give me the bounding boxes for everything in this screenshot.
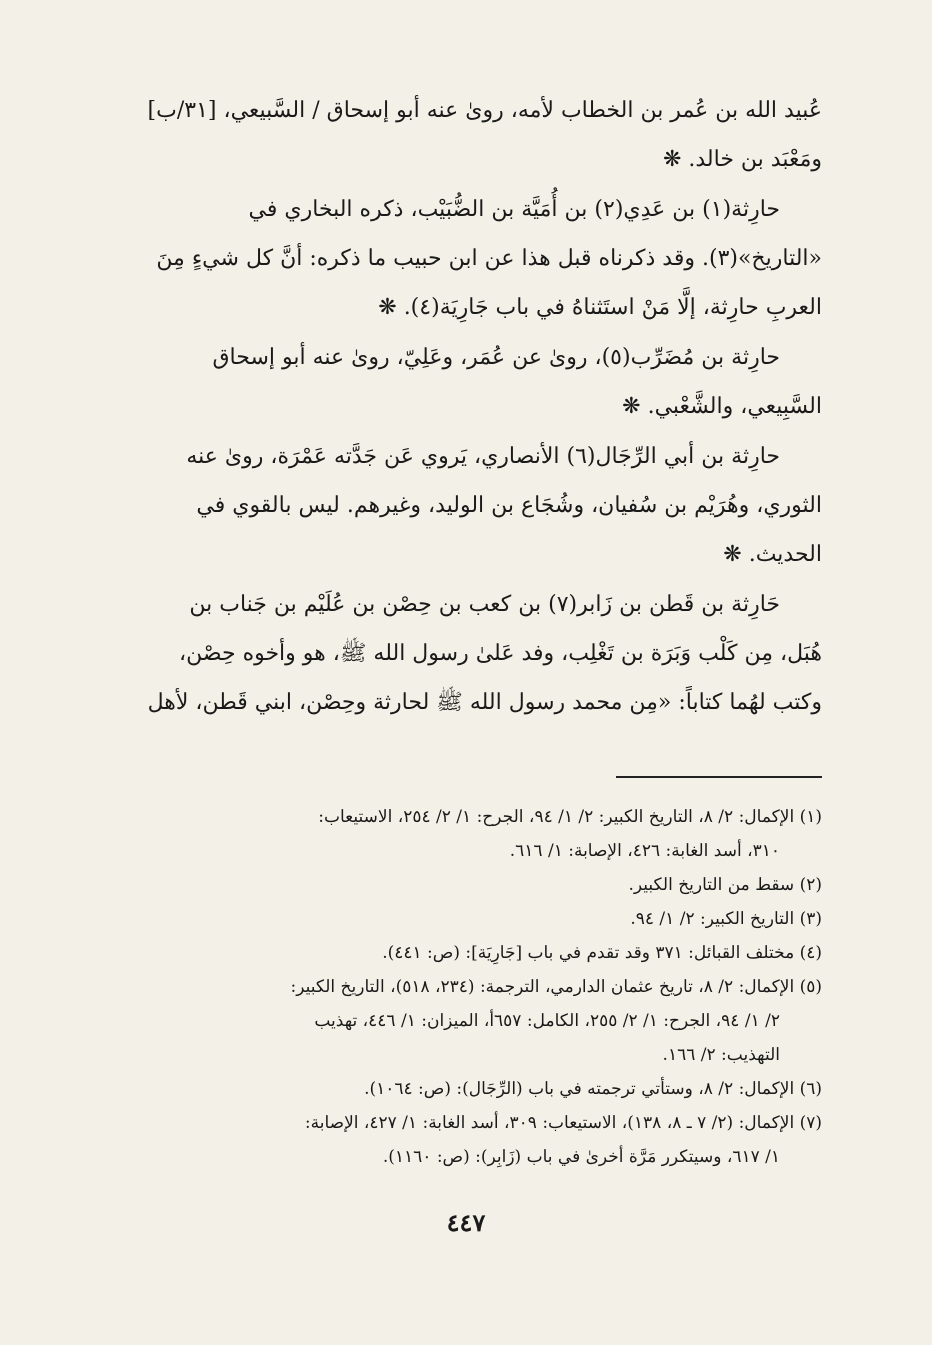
text-line: حارِثة(١) بن عَدِي(٢) بن أُمَيَّة بن الضُّبَيْب، ذكره البخاري في [248, 197, 780, 222]
footnote-line: (٢) سقط من التاريخ الكبير. [628, 875, 822, 895]
page-number: ٤٤٧ [446, 1208, 486, 1237]
main-text [136, 86, 822, 727]
footnote-line: التهذيب: ٢/ ١٦٦. [662, 1045, 780, 1065]
paragraph-haritha-ibn-adi [136, 185, 822, 332]
footnote-line: ٣١٠، أسد الغابة: ٤٢٦، الإصابة: ١/ ٦١٦. [509, 841, 780, 861]
footnote-line: (٤) مختلف القبائل: ٣٧١ وقد تقدم في باب [جَارِيَة]: (ص: ٤٤١). [382, 943, 822, 963]
text-line: حَارِثة بن قَطن بن زَابر(٧) بن كعب بن حِصْن بن عُلَيْم بن جَناب بن [189, 592, 780, 617]
text-line: «التاريخ»(٣). وقد ذكرناه قبل هذا عن ابن حبيب ما ذكره: أنَّ كل شيءٍ مِنَ [156, 246, 822, 271]
text-line: عُبيد الله بن عُمر بن الخطاب لأمه، روىٰ عنه أبو إسحاق / السَّبيعي، [٣١/ب] [147, 98, 822, 123]
footnote-6 [134, 1072, 822, 1106]
footnote-line: ٢/ ١/ ٩٤، الجرح: ١/ ٢/ ٢٥٥، الكامل: ٦٥٧أ، الميزان: ١/ ٤٤٦، تهذيب [314, 1011, 780, 1031]
text-line: ومَعْبَد بن خالد. ❋ [662, 147, 822, 172]
footnote-line: (٥) الإكمال: ٢/ ٨، تاريخ عثمان الدارمي، الترجمة: (٢٣٤، ٥١٨)، التاريخ الكبير: [290, 977, 822, 997]
footnote-line: (٧) الإكمال: (٢/ ٧ ـ ٨، ١٣٨)، الاستيعاب: ٣٠٩، أسد الغابة: ١/ ٤٢٧، الإصابة: [304, 1113, 822, 1133]
footnote-2 [134, 868, 822, 902]
footnote-line: ١/ ٦١٧، وسيتكرر مَرَّة أخرىٰ في باب (زَابِر): (ص: ١١٦٠). [382, 1147, 780, 1167]
text-line: هُبَل، مِن كَلْب وَبَرَة بن تَغْلِب، وفد عَلىٰ رسول الله ﷺ، هو وأخوه حِصْن، [179, 641, 822, 666]
text-line: حارِثة بن مُضَرِّب(٥)، روىٰ عن عُمَر، وعَلِيّ، روىٰ عنه أبو إسحاق [212, 345, 780, 370]
footnote-5 [134, 970, 822, 1072]
paragraph-haritha-ibn-mudarrib [136, 333, 822, 431]
text-line: الحديث. ❋ [723, 542, 822, 567]
footnote-1 [134, 800, 822, 868]
footnotes [134, 800, 822, 1174]
paragraph-ubaydullah [136, 86, 822, 184]
text-line: السَّبِيعي، والشَّعْبي. ❋ [622, 394, 822, 419]
text-line: حارِثة بن أبي الرِّجَال(٦) الأنصاري، يَروي عَن جَدَّته عَمْرَة، روىٰ عنه [186, 444, 780, 469]
footnote-3 [134, 902, 822, 936]
paragraph-haritha-ibn-qatan [136, 580, 822, 727]
footnote-line: (١) الإكمال: ٢/ ٨، التاريخ الكبير: ٢/ ١/ ٩٤، الجرح: ١/ ٢/ ٢٥٤، الاستيعاب: [318, 807, 822, 827]
footnote-7 [134, 1106, 822, 1174]
text-line: الثوري، وهُرَيْم بن سُفيان، وشُجَاع بن الوليد، وغيرهم. ليس بالقوي في [196, 493, 822, 518]
footnote-line: (٣) التاريخ الكبير: ٢/ ١/ ٩٤. [630, 909, 822, 929]
text-line: العربِ حارِثة، إلَّا مَنْ استَثناهُ في باب جَارِيَة(٤). ❋ [378, 295, 822, 320]
footnote-separator [616, 776, 822, 778]
footnote-line: (٦) الإكمال: ٢/ ٨، وستأتي ترجمته في باب (الرِّجَال): (ص: ١٠٦٤). [364, 1079, 822, 1099]
text-line: وكتب لهُما كتاباً: «مِن محمد رسول الله ﷺ لحارثة وحِصْن، ابني قَطن، لأهل [147, 690, 822, 715]
footnote-4 [134, 936, 822, 970]
paragraph-haritha-ibn-abi-al-rijal [136, 432, 822, 579]
